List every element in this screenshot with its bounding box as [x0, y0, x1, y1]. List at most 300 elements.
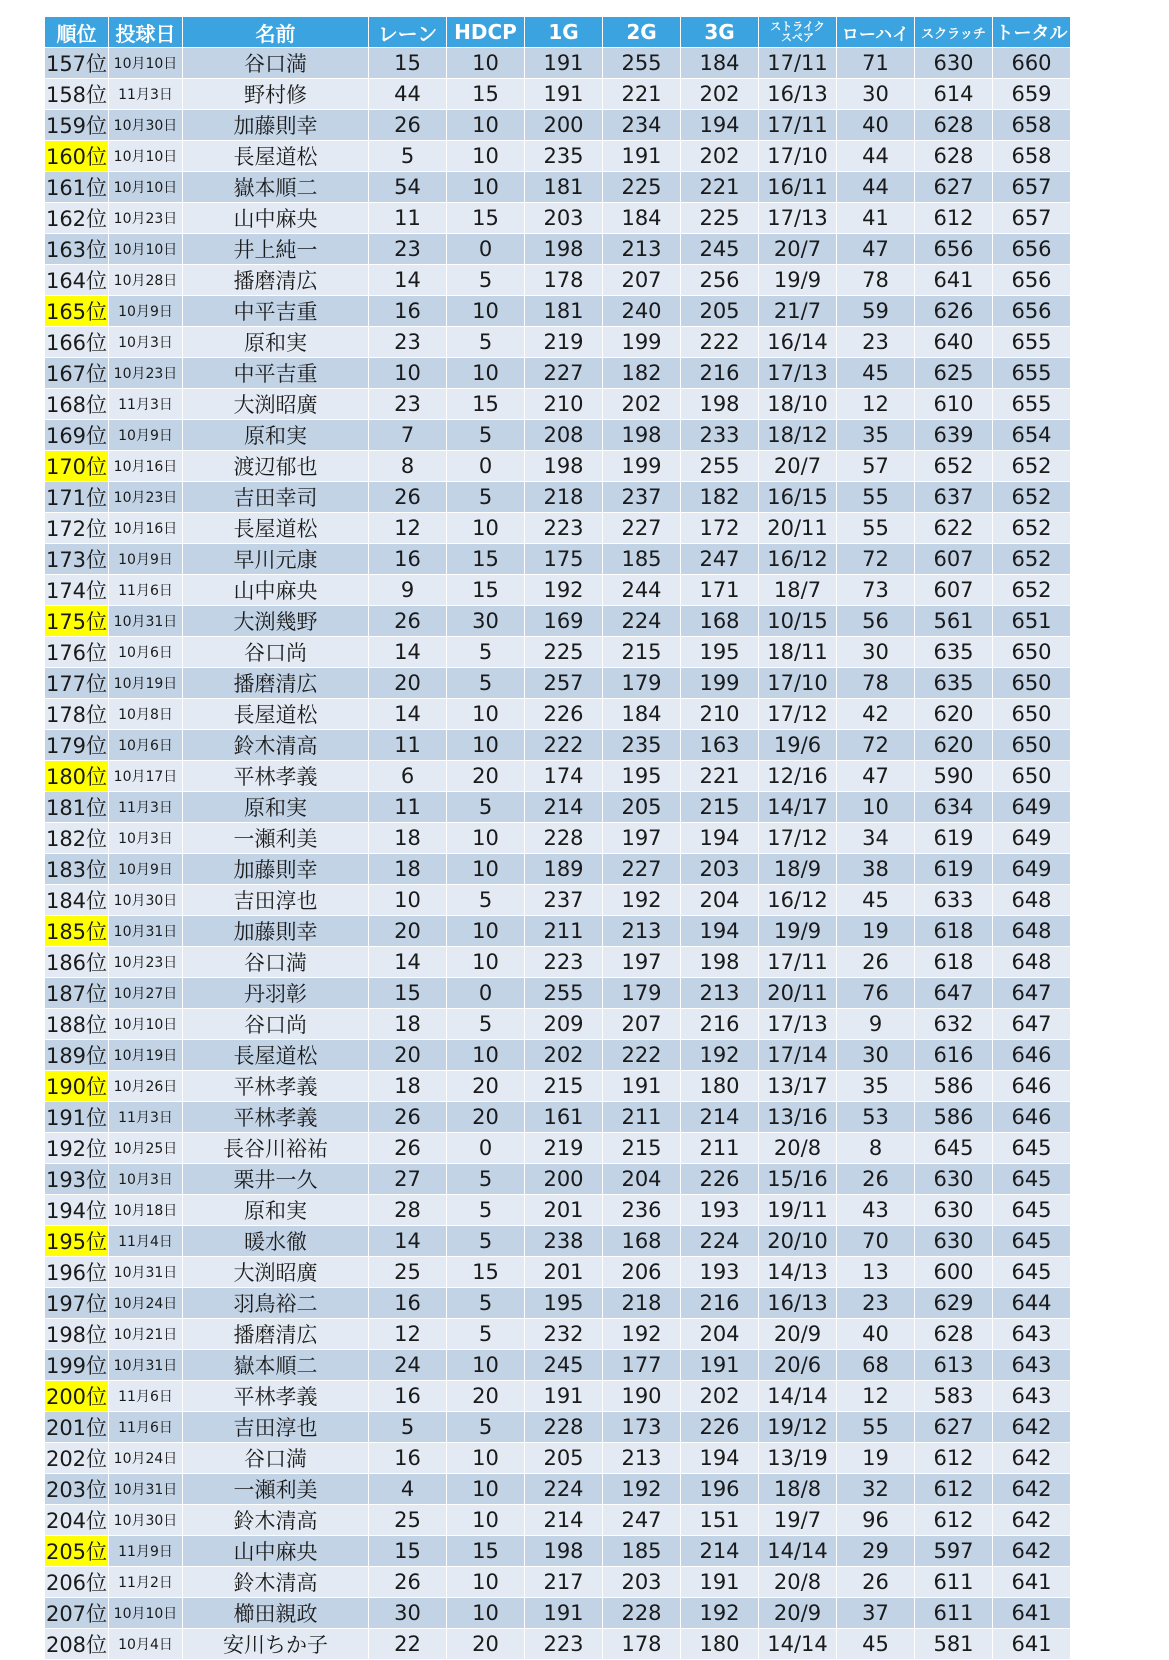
lane-cell: 4: [369, 1474, 447, 1505]
low-high-cell: 45: [837, 358, 915, 389]
table-row: [45, 637, 1071, 668]
player-name-cell: 渡辺郁也: [183, 451, 369, 482]
game-2-score-cell: 211: [603, 1102, 681, 1133]
player-name-cell: 平林孝義: [183, 1071, 369, 1102]
total-cell: 650: [993, 668, 1071, 699]
low-high-cell: 55: [837, 482, 915, 513]
total-cell: 658: [993, 141, 1071, 172]
date-cell: 11月3日: [109, 79, 183, 110]
game-1-score-cell: 217: [525, 1567, 603, 1598]
date-cell: 10月23日: [109, 947, 183, 978]
strike-spare-cell: 20/9: [759, 1319, 837, 1350]
lane-cell: 16: [369, 544, 447, 575]
total-cell: 647: [993, 1009, 1071, 1040]
hdcp-cell: 5: [447, 265, 525, 296]
player-name-cell: 井上純一: [183, 234, 369, 265]
date-cell: 10月18日: [109, 1195, 183, 1226]
player-name-cell: 大渕昭廣: [183, 389, 369, 420]
game-2-score-cell: 221: [603, 79, 681, 110]
date-cell: 10月31日: [109, 1257, 183, 1288]
lane-cell: 11: [369, 792, 447, 823]
header-total: トータル: [993, 17, 1071, 48]
date-cell: 10月16日: [109, 513, 183, 544]
scratch-cell: 612: [915, 1443, 993, 1474]
player-name-cell: 山中麻央: [183, 203, 369, 234]
lane-cell: 20: [369, 668, 447, 699]
date-cell: 10月26日: [109, 1071, 183, 1102]
game-2-score-cell: 237: [603, 482, 681, 513]
total-cell: 655: [993, 389, 1071, 420]
rank-cell: 162位: [45, 203, 109, 234]
total-cell: 647: [993, 978, 1071, 1009]
strike-spare-cell: 16/11: [759, 172, 837, 203]
hdcp-cell: 10: [447, 172, 525, 203]
hdcp-cell: 5: [447, 1319, 525, 1350]
scratch-cell: 629: [915, 1288, 993, 1319]
table-row: [45, 1350, 1071, 1381]
game-3-score-cell: 194: [681, 110, 759, 141]
scratch-cell: 607: [915, 575, 993, 606]
rank-cell: 198位: [45, 1319, 109, 1350]
table-row: [45, 947, 1071, 978]
game-3-score-cell: 193: [681, 1195, 759, 1226]
game-3-score-cell: 204: [681, 1319, 759, 1350]
total-cell: 658: [993, 110, 1071, 141]
game-2-score-cell: 195: [603, 761, 681, 792]
table-row: [45, 1567, 1071, 1598]
game-1-score-cell: 237: [525, 885, 603, 916]
lane-cell: 22: [369, 1629, 447, 1660]
hdcp-cell: 10: [447, 854, 525, 885]
game-3-score-cell: 196: [681, 1474, 759, 1505]
rank-cell: 166位: [45, 327, 109, 358]
low-high-cell: 35: [837, 1071, 915, 1102]
lane-cell: 9: [369, 575, 447, 606]
player-name-cell: 一瀬利美: [183, 1474, 369, 1505]
game-2-score-cell: 179: [603, 978, 681, 1009]
date-cell: 10月31日: [109, 1350, 183, 1381]
low-high-cell: 41: [837, 203, 915, 234]
strike-spare-cell: 17/12: [759, 823, 837, 854]
game-1-score-cell: 200: [525, 110, 603, 141]
total-cell: 649: [993, 854, 1071, 885]
date-cell: 10月9日: [109, 420, 183, 451]
low-high-cell: 71: [837, 48, 915, 79]
header-lane: レーン: [369, 17, 447, 48]
scratch-cell: 628: [915, 1319, 993, 1350]
total-cell: 650: [993, 637, 1071, 668]
strike-spare-cell: 20/11: [759, 513, 837, 544]
rank-cell: 158位: [45, 79, 109, 110]
low-high-cell: 30: [837, 1040, 915, 1071]
table-row: [45, 916, 1071, 947]
total-cell: 650: [993, 730, 1071, 761]
game-3-score-cell: 214: [681, 1536, 759, 1567]
rank-cell: 160位: [45, 141, 109, 172]
date-cell: 11月3日: [109, 792, 183, 823]
game-3-score-cell: 233: [681, 420, 759, 451]
rank-cell: 165位: [45, 296, 109, 327]
lane-cell: 14: [369, 637, 447, 668]
rank-cell: 159位: [45, 110, 109, 141]
game-3-score-cell: 204: [681, 885, 759, 916]
game-3-score-cell: 182: [681, 482, 759, 513]
low-high-cell: 76: [837, 978, 915, 1009]
game-1-score-cell: 228: [525, 1412, 603, 1443]
table-row: [45, 1319, 1071, 1350]
lane-cell: 14: [369, 265, 447, 296]
total-cell: 646: [993, 1071, 1071, 1102]
table-row: [45, 1598, 1071, 1629]
game-1-score-cell: 214: [525, 1505, 603, 1536]
header-scratch: スクラッチ: [915, 17, 993, 48]
rank-cell: 171位: [45, 482, 109, 513]
game-2-score-cell: 213: [603, 916, 681, 947]
low-high-cell: 13: [837, 1257, 915, 1288]
game-3-score-cell: 224: [681, 1226, 759, 1257]
strike-spare-cell: 16/13: [759, 79, 837, 110]
player-name-cell: 櫛田親政: [183, 1598, 369, 1629]
hdcp-cell: 15: [447, 544, 525, 575]
table-row: [45, 978, 1071, 1009]
player-name-cell: 吉田淳也: [183, 885, 369, 916]
strike-spare-cell: 20/7: [759, 234, 837, 265]
table-row: [45, 1071, 1071, 1102]
low-high-cell: 40: [837, 110, 915, 141]
strike-spare-cell: 19/9: [759, 916, 837, 947]
hdcp-cell: 0: [447, 234, 525, 265]
game-3-score-cell: 191: [681, 1567, 759, 1598]
date-cell: 10月30日: [109, 110, 183, 141]
total-cell: 641: [993, 1629, 1071, 1660]
lane-cell: 23: [369, 327, 447, 358]
rank-cell: 190位: [45, 1071, 109, 1102]
game-1-score-cell: 201: [525, 1257, 603, 1288]
date-cell: 10月9日: [109, 296, 183, 327]
date-cell: 10月8日: [109, 699, 183, 730]
table-row: [45, 172, 1071, 203]
game-3-score-cell: 216: [681, 1009, 759, 1040]
lane-cell: 16: [369, 1381, 447, 1412]
header-game-2: 2G: [603, 17, 681, 48]
player-name-cell: 羽鳥裕二: [183, 1288, 369, 1319]
game-1-score-cell: 227: [525, 358, 603, 389]
strike-spare-cell: 18/9: [759, 854, 837, 885]
scratch-cell: 630: [915, 1164, 993, 1195]
scratch-cell: 586: [915, 1102, 993, 1133]
game-2-score-cell: 198: [603, 420, 681, 451]
hdcp-cell: 5: [447, 1009, 525, 1040]
table-row: [45, 761, 1071, 792]
strike-spare-cell: 18/8: [759, 1474, 837, 1505]
strike-spare-cell: 13/16: [759, 1102, 837, 1133]
date-cell: 10月23日: [109, 358, 183, 389]
rank-cell: 201位: [45, 1412, 109, 1443]
player-name-cell: 鈴木清高: [183, 730, 369, 761]
table-row: [45, 296, 1071, 327]
date-cell: 10月10日: [109, 1009, 183, 1040]
scratch-cell: 612: [915, 203, 993, 234]
hdcp-cell: 10: [447, 823, 525, 854]
date-cell: 11月6日: [109, 575, 183, 606]
game-3-score-cell: 202: [681, 79, 759, 110]
low-high-cell: 45: [837, 1629, 915, 1660]
player-name-cell: 鈴木清高: [183, 1567, 369, 1598]
lane-cell: 18: [369, 1071, 447, 1102]
total-cell: 651: [993, 606, 1071, 637]
scratch-cell: 626: [915, 296, 993, 327]
table-body: [45, 48, 1071, 1660]
lane-cell: 28: [369, 1195, 447, 1226]
low-high-cell: 26: [837, 1164, 915, 1195]
rank-cell: 185位: [45, 916, 109, 947]
hdcp-cell: 0: [447, 1133, 525, 1164]
game-1-score-cell: 175: [525, 544, 603, 575]
table-row: [45, 1381, 1071, 1412]
low-high-cell: 30: [837, 637, 915, 668]
strike-spare-cell: 19/6: [759, 730, 837, 761]
game-2-score-cell: 199: [603, 327, 681, 358]
strike-spare-cell: 18/12: [759, 420, 837, 451]
game-1-score-cell: 198: [525, 1536, 603, 1567]
scratch-cell: 620: [915, 730, 993, 761]
scratch-cell: 635: [915, 668, 993, 699]
table-row: [45, 265, 1071, 296]
total-cell: 643: [993, 1381, 1071, 1412]
rank-cell: 208位: [45, 1629, 109, 1660]
game-2-score-cell: 197: [603, 947, 681, 978]
strike-spare-cell: 19/11: [759, 1195, 837, 1226]
rank-cell: 174位: [45, 575, 109, 606]
table-row: [45, 141, 1071, 172]
table-row: [45, 668, 1071, 699]
strike-spare-cell: 18/7: [759, 575, 837, 606]
lane-cell: 12: [369, 513, 447, 544]
rank-cell: 164位: [45, 265, 109, 296]
low-high-cell: 9: [837, 1009, 915, 1040]
lane-cell: 27: [369, 1164, 447, 1195]
header-low-high: ローハイ: [837, 17, 915, 48]
total-cell: 660: [993, 48, 1071, 79]
table-row: [45, 110, 1071, 141]
rank-cell: 188位: [45, 1009, 109, 1040]
lane-cell: 14: [369, 1226, 447, 1257]
scratch-cell: 612: [915, 1505, 993, 1536]
table-row: [45, 234, 1071, 265]
date-cell: 10月6日: [109, 730, 183, 761]
player-name-cell: 谷口満: [183, 947, 369, 978]
game-2-score-cell: 197: [603, 823, 681, 854]
rank-cell: 207位: [45, 1598, 109, 1629]
scratch-cell: 639: [915, 420, 993, 451]
lane-cell: 16: [369, 1288, 447, 1319]
hdcp-cell: 15: [447, 203, 525, 234]
game-3-score-cell: 214: [681, 1102, 759, 1133]
game-2-score-cell: 204: [603, 1164, 681, 1195]
game-1-score-cell: 219: [525, 327, 603, 358]
player-name-cell: 山中麻央: [183, 1536, 369, 1567]
hdcp-cell: 20: [447, 1071, 525, 1102]
game-3-score-cell: 256: [681, 265, 759, 296]
header-game-1: 1G: [525, 17, 603, 48]
lane-cell: 54: [369, 172, 447, 203]
low-high-cell: 42: [837, 699, 915, 730]
game-2-score-cell: 227: [603, 854, 681, 885]
strike-spare-cell: 19/12: [759, 1412, 837, 1443]
game-3-score-cell: 180: [681, 1629, 759, 1660]
hdcp-cell: 20: [447, 1629, 525, 1660]
hdcp-cell: 5: [447, 420, 525, 451]
header-hdcp: HDCP: [447, 17, 525, 48]
date-cell: 10月28日: [109, 265, 183, 296]
low-high-cell: 37: [837, 1598, 915, 1629]
hdcp-cell: 5: [447, 1195, 525, 1226]
game-2-score-cell: 240: [603, 296, 681, 327]
low-high-cell: 70: [837, 1226, 915, 1257]
game-2-score-cell: 235: [603, 730, 681, 761]
player-name-cell: 長屋道松: [183, 513, 369, 544]
game-1-score-cell: 255: [525, 978, 603, 1009]
scratch-cell: 628: [915, 141, 993, 172]
date-cell: 10月24日: [109, 1443, 183, 1474]
lane-cell: 16: [369, 296, 447, 327]
total-cell: 655: [993, 358, 1071, 389]
strike-spare-cell: 14/14: [759, 1381, 837, 1412]
table-row: [45, 823, 1071, 854]
game-3-score-cell: 226: [681, 1412, 759, 1443]
strike-spare-cell: 21/7: [759, 296, 837, 327]
scratch-cell: 656: [915, 234, 993, 265]
game-1-score-cell: 191: [525, 79, 603, 110]
total-cell: 648: [993, 916, 1071, 947]
game-2-score-cell: 192: [603, 1474, 681, 1505]
low-high-cell: 57: [837, 451, 915, 482]
hdcp-cell: 10: [447, 141, 525, 172]
hdcp-cell: 20: [447, 1102, 525, 1133]
date-cell: 11月6日: [109, 1381, 183, 1412]
rank-cell: 184位: [45, 885, 109, 916]
strike-spare-cell: 17/11: [759, 48, 837, 79]
header-game-3: 3G: [681, 17, 759, 48]
game-1-score-cell: 257: [525, 668, 603, 699]
header-name: 名前: [183, 17, 369, 48]
game-3-score-cell: 216: [681, 358, 759, 389]
game-2-score-cell: 244: [603, 575, 681, 606]
low-high-cell: 47: [837, 234, 915, 265]
strike-spare-cell: 17/11: [759, 947, 837, 978]
game-1-score-cell: 203: [525, 203, 603, 234]
hdcp-cell: 5: [447, 885, 525, 916]
strike-spare-cell: 16/13: [759, 1288, 837, 1319]
lane-cell: 6: [369, 761, 447, 792]
date-cell: 10月10日: [109, 234, 183, 265]
game-1-score-cell: 192: [525, 575, 603, 606]
player-name-cell: 播磨清広: [183, 668, 369, 699]
game-3-score-cell: 202: [681, 141, 759, 172]
lane-cell: 20: [369, 1040, 447, 1071]
game-2-score-cell: 199: [603, 451, 681, 482]
game-2-score-cell: 191: [603, 1071, 681, 1102]
lane-cell: 10: [369, 885, 447, 916]
total-cell: 648: [993, 947, 1071, 978]
lane-cell: 16: [369, 1443, 447, 1474]
scratch-cell: 632: [915, 1009, 993, 1040]
game-1-score-cell: 215: [525, 1071, 603, 1102]
table-row: [45, 48, 1071, 79]
table-row: [45, 575, 1071, 606]
scratch-cell: 600: [915, 1257, 993, 1288]
total-cell: 654: [993, 420, 1071, 451]
game-3-score-cell: 194: [681, 1443, 759, 1474]
rank-cell: 194位: [45, 1195, 109, 1226]
table-row: [45, 1040, 1071, 1071]
rank-cell: 205位: [45, 1536, 109, 1567]
rank-cell: 180位: [45, 761, 109, 792]
total-cell: 645: [993, 1133, 1071, 1164]
table-row: [45, 482, 1071, 513]
game-2-score-cell: 191: [603, 141, 681, 172]
game-3-score-cell: 168: [681, 606, 759, 637]
table-row: [45, 327, 1071, 358]
low-high-cell: 10: [837, 792, 915, 823]
game-2-score-cell: 247: [603, 1505, 681, 1536]
total-cell: 652: [993, 451, 1071, 482]
ranking-table: [44, 16, 1071, 1660]
table-row: [45, 1133, 1071, 1164]
hdcp-cell: 20: [447, 1381, 525, 1412]
scratch-cell: 561: [915, 606, 993, 637]
game-3-score-cell: 245: [681, 234, 759, 265]
game-2-score-cell: 203: [603, 1567, 681, 1598]
game-2-score-cell: 179: [603, 668, 681, 699]
table-row: [45, 885, 1071, 916]
player-name-cell: 加藤則幸: [183, 854, 369, 885]
date-cell: 10月6日: [109, 637, 183, 668]
table-row: [45, 79, 1071, 110]
player-name-cell: 長屋道松: [183, 699, 369, 730]
lane-cell: 26: [369, 606, 447, 637]
game-3-score-cell: 171: [681, 575, 759, 606]
table-row: [45, 513, 1071, 544]
strike-spare-cell: 16/15: [759, 482, 837, 513]
table-row: [45, 699, 1071, 730]
hdcp-cell: 10: [447, 110, 525, 141]
hdcp-cell: 5: [447, 1226, 525, 1257]
strike-spare-cell: 12/16: [759, 761, 837, 792]
scratch-cell: 630: [915, 1226, 993, 1257]
date-cell: 10月17日: [109, 761, 183, 792]
game-2-score-cell: 178: [603, 1629, 681, 1660]
strike-spare-cell: 13/19: [759, 1443, 837, 1474]
lane-cell: 18: [369, 1009, 447, 1040]
scratch-cell: 640: [915, 327, 993, 358]
game-2-score-cell: 213: [603, 234, 681, 265]
rank-cell: 167位: [45, 358, 109, 389]
table-row: [45, 1443, 1071, 1474]
date-cell: 11月3日: [109, 389, 183, 420]
game-3-score-cell: 151: [681, 1505, 759, 1536]
hdcp-cell: 10: [447, 1567, 525, 1598]
lane-cell: 15: [369, 1536, 447, 1567]
date-cell: 10月16日: [109, 451, 183, 482]
rank-cell: 206位: [45, 1567, 109, 1598]
game-1-score-cell: 211: [525, 916, 603, 947]
game-1-score-cell: 181: [525, 296, 603, 327]
low-high-cell: 40: [837, 1319, 915, 1350]
game-2-score-cell: 222: [603, 1040, 681, 1071]
lane-cell: 18: [369, 823, 447, 854]
player-name-cell: 大渕昭廣: [183, 1257, 369, 1288]
